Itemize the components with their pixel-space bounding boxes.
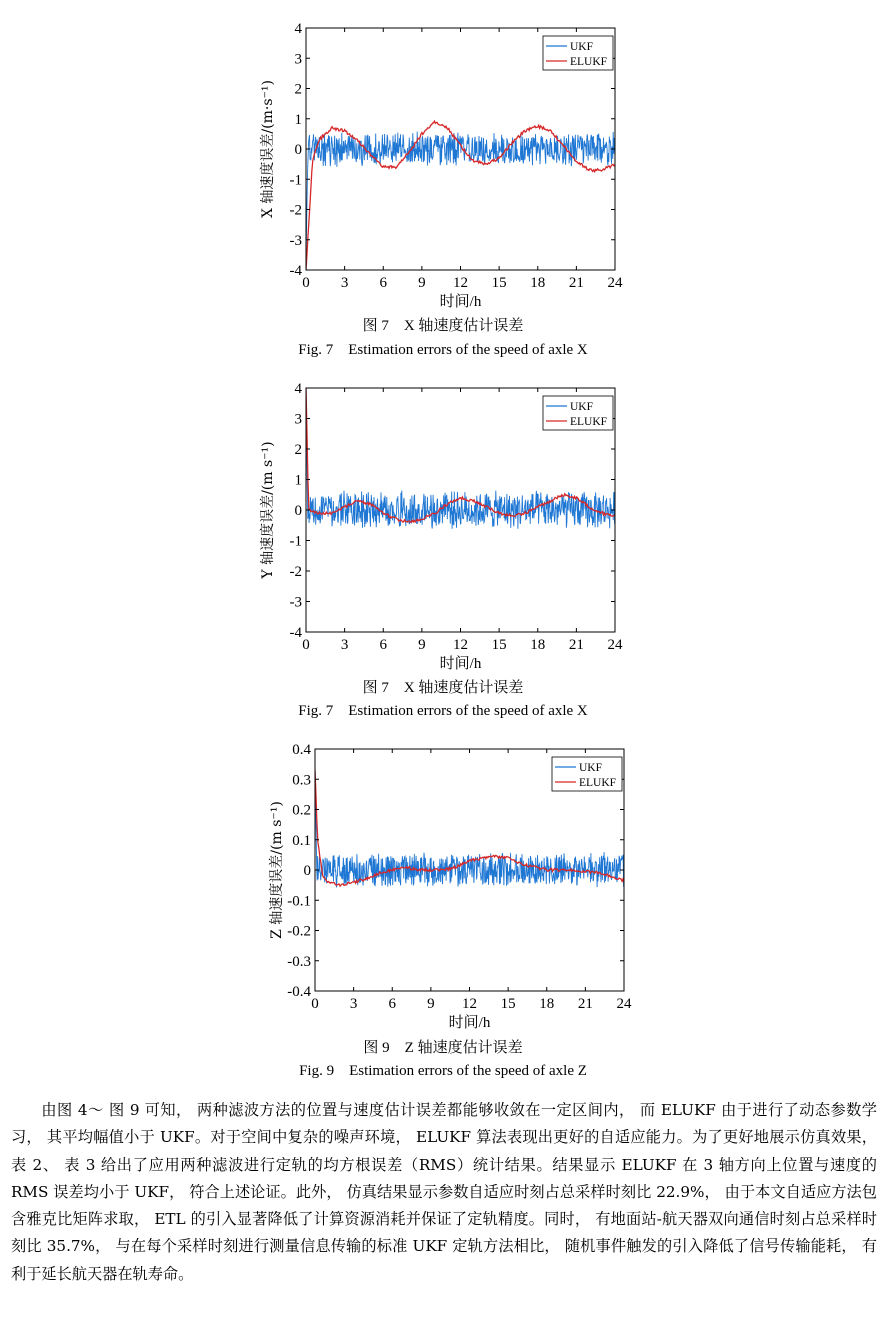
x-tick-label: 12	[453, 637, 468, 653]
x-tick-label: 6	[388, 996, 396, 1012]
y-tick-label: -0.3	[287, 953, 311, 970]
legend-label-ukf: UKF	[570, 41, 594, 53]
y-tick-label: 0.4	[292, 742, 311, 758]
y-tick-label: 1	[294, 472, 302, 489]
chart-y-velocity-error	[0, 370, 886, 680]
x-tick-label: 24	[607, 275, 623, 291]
y-tick-label: 0	[294, 503, 302, 519]
y-tick-label: -0.2	[287, 923, 311, 940]
y-tick-label: 4	[294, 21, 302, 37]
x-tick-label: 9	[427, 996, 435, 1012]
x-tick-label: 9	[418, 275, 426, 291]
x-tick-label: 15	[491, 637, 507, 653]
paragraph-text: 由图 4～ 图 9 可知， 两种滤波方法的位置与速度估计误差都能够收敛在一定区间内， 而 ELUKF 由于进行了动态参数学习， 其平均幅值小于 UKF。对于空间中复杂的噪声环境， ELUKF 算法表现出更好的自适应能力。为了更好地展示仿真效果， 表 2、 表 3 给出了应用两种滤波进行定轨的均方根误差（RMS）统计结果。结果显示 ELUKF 在 3 轴方向上位置与速度的 RMS 误差均小于 UKF， 符合上述论证。此外， 仿真结果显示参数自适应时刻占总采样时刻比 22.9%， 由于本文自适应方法包含雅克比矩阵求取， ETL 的引入显著降低了计算资源消耗并保证了定轨精度。同时， 有地面站-航天器双向通信时刻占总采样时刻比 35.7%， 与在每个采样时刻进行测量信息传输的标准 UKF 定轨方法相比， 随机事件触发的引入降低了信号传输能耗， 有利于延长航天器在轨寿命。	[11, 1101, 877, 1283]
x-tick-label: 18	[530, 637, 546, 653]
x-tick-label: 12	[453, 275, 468, 291]
legend-label-elukf: ELUKF	[579, 777, 617, 789]
x-tick-label: 0	[302, 637, 310, 653]
legend-label-ukf: UKF	[570, 401, 594, 413]
y-tick-label: -1	[289, 533, 302, 550]
x-tick-label: 18	[530, 275, 546, 291]
chart-x-velocity-error	[0, 0, 886, 310]
x-axis-label: 时间/h	[439, 294, 482, 310]
figure-2-caption-cn: 图 7 X 轴速度估计误差	[362, 680, 524, 696]
x-tick-label: 21	[568, 275, 584, 291]
figure-1	[0, 0, 886, 370]
y-tick-label: 1	[294, 111, 302, 128]
x-tick-label: 3	[340, 275, 349, 291]
figure-3	[0, 730, 886, 1090]
legend-label-elukf: ELUKF	[570, 416, 608, 428]
y-tick-label: 0.1	[292, 832, 311, 849]
x-tick-label: 12	[462, 996, 477, 1012]
y-tick-label: -4	[289, 625, 302, 641]
figure-2	[0, 370, 886, 730]
series-ukf-line	[306, 132, 615, 270]
x-tick-label: 6	[379, 275, 387, 291]
x-tick-label: 6	[379, 637, 387, 653]
y-tick-label: -2	[289, 202, 302, 219]
y-axis-label: X 轴速度误差/(m·s⁻¹)	[260, 80, 276, 218]
y-tick-label: -1	[289, 172, 302, 189]
x-tick-label: 0	[302, 275, 310, 291]
y-tick-label: 0.3	[292, 772, 311, 789]
y-tick-label: -0.1	[287, 893, 311, 910]
x-tick-label: 21	[577, 996, 593, 1012]
body-paragraph	[11, 1097, 877, 1288]
y-tick-label: -0.4	[287, 984, 311, 1000]
x-axis-label: 时间/h	[448, 1015, 491, 1031]
y-axis-label: Y 轴速度误差/(m s⁻¹)	[260, 441, 276, 579]
x-tick-label: 3	[349, 996, 358, 1012]
x-tick-label: 9	[418, 637, 426, 653]
y-tick-label: -3	[289, 594, 302, 611]
x-tick-label: 21	[568, 637, 584, 653]
figure-1-caption-cn: 图 7 X 轴速度估计误差	[362, 318, 524, 334]
x-tick-label: 24	[607, 637, 623, 653]
y-tick-label: 3	[294, 51, 302, 68]
figure-3-caption-cn: 图 9 Z 轴速度估计误差	[363, 1040, 523, 1056]
y-tick-label: 0.2	[292, 802, 311, 819]
y-tick-label: 4	[294, 381, 302, 397]
y-tick-label: -2	[289, 564, 302, 580]
x-axis-label: 时间/h	[439, 656, 482, 672]
y-tick-label: -4	[289, 263, 302, 279]
x-tick-label: 15	[491, 275, 507, 291]
y-tick-label: 3	[294, 411, 302, 428]
y-tick-label: 2	[294, 81, 302, 98]
x-tick-label: 3	[340, 637, 349, 653]
y-axis-label: Z 轴速度误差/(m s⁻¹)	[269, 801, 285, 939]
y-tick-label: 0	[303, 863, 311, 879]
x-tick-label: 18	[539, 996, 555, 1012]
chart-z-velocity-error	[0, 730, 886, 1040]
y-tick-label: 2	[294, 442, 302, 458]
x-tick-label: 0	[311, 996, 319, 1012]
x-tick-label: 24	[616, 996, 632, 1012]
legend-label-ukf: UKF	[579, 762, 603, 774]
legend-label-elukf: ELUKF	[570, 56, 608, 68]
figure-3-caption-en: Fig. 9 Estimation errors of the speed of axle Z	[299, 1063, 587, 1079]
y-tick-label: 0	[294, 142, 302, 158]
y-tick-label: -3	[289, 232, 302, 249]
figure-2-caption-en: Fig. 7 Estimation errors of the speed of axle X	[298, 703, 588, 719]
figure-1-caption-en: Fig. 7 Estimation errors of the speed of axle X	[298, 342, 588, 358]
x-tick-label: 15	[500, 996, 516, 1012]
